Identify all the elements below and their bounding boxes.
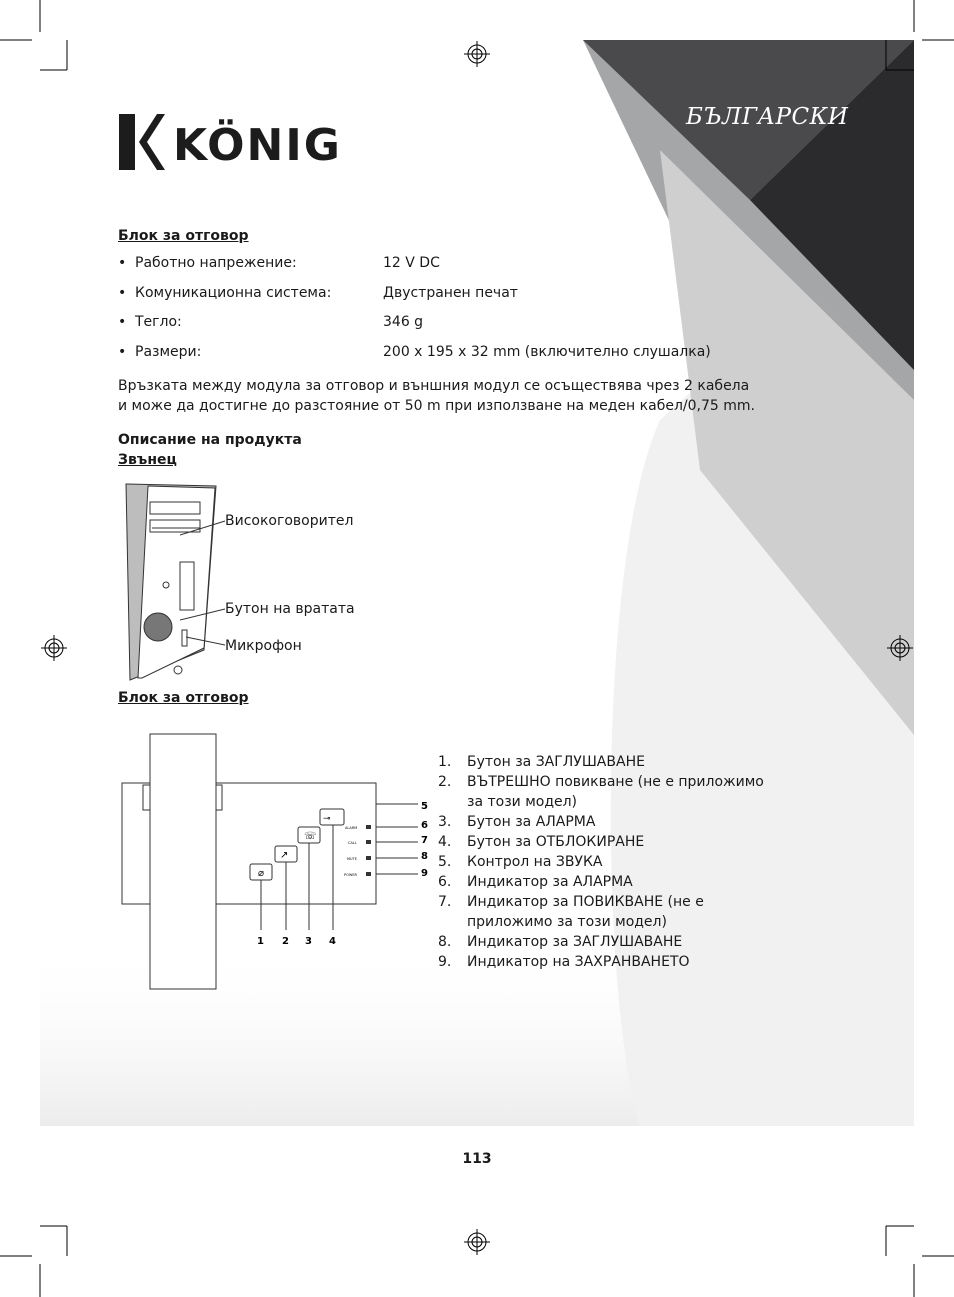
svg-text:6: 6 <box>421 820 428 831</box>
door-button-callout: Бутон на вратата <box>225 601 355 617</box>
svg-text:CALL: CALL <box>348 841 357 845</box>
list-item: 5. Контрол на ЗВУКА <box>438 854 603 870</box>
product-description-title: Описание на продукта <box>118 432 302 448</box>
konig-logo <box>117 112 342 176</box>
svg-text:⊸: ⊸ <box>323 814 331 824</box>
list-item: 4. Бутон за ОТБЛОКИРАНЕ <box>438 834 645 850</box>
section-title-answer-unit: Блок за отговор <box>118 228 249 244</box>
microphone-callout: Микрофон <box>225 638 302 654</box>
svg-text:9: 9 <box>421 868 428 879</box>
list-item: 7. Индикатор за ПОВИКВАНЕ (не е приложимо за този модел) <box>438 894 704 930</box>
list-item: 1. Бутон за ЗАГЛУШАВАНЕ <box>438 754 645 770</box>
svg-text:ALARM: ALARM <box>345 826 358 830</box>
language-label: БЪЛГАРСКИ <box>686 104 849 130</box>
svg-text:2: 2 <box>282 936 289 947</box>
svg-text:POWER: POWER <box>344 873 357 877</box>
svg-text:8: 8 <box>421 851 428 862</box>
list-item: 3. Бутон за АЛАРМА <box>438 814 596 830</box>
svg-text:MUTE: MUTE <box>347 857 357 861</box>
doorbell-callout-lines <box>180 515 230 655</box>
section-title-answer-unit-2: Блок за отговор <box>118 690 249 706</box>
answer-unit-illustration <box>118 730 438 995</box>
svg-text:⌀: ⌀ <box>258 868 265 879</box>
list-item: 6. Индикатор за АЛАРМА <box>438 874 633 890</box>
list-item: 2. ВЪТРЕШНО повикване (не е приложимо за този модел) <box>438 774 764 810</box>
svg-text:3: 3 <box>305 936 312 947</box>
list-item: 8. Индикатор за ЗАГЛУШАВАНЕ <box>438 934 683 950</box>
feature-list <box>438 752 778 972</box>
svg-text:☏: ☏ <box>304 831 317 842</box>
doorbell-subtitle: Звънец <box>118 452 177 468</box>
svg-text:1: 1 <box>257 936 264 947</box>
brand-text: KÖNIG <box>173 120 342 171</box>
speaker-callout: Високоговорител <box>225 513 354 529</box>
svg-text:↗: ↗ <box>280 850 289 861</box>
svg-text:4: 4 <box>329 936 336 947</box>
list-item: 9. Индикатор на ЗАХРАНВАНЕТО <box>438 954 690 970</box>
svg-text:7: 7 <box>421 835 428 846</box>
connection-paragraph: Връзката между модула за отговор и външния модул се осъществява чрез 2 кабела и може да достигне до разстояние от 50 m при използване на меден кабел/0,75 mm. <box>118 378 755 414</box>
svg-text:5: 5 <box>421 801 428 812</box>
page-number: 113 <box>462 1151 492 1167</box>
